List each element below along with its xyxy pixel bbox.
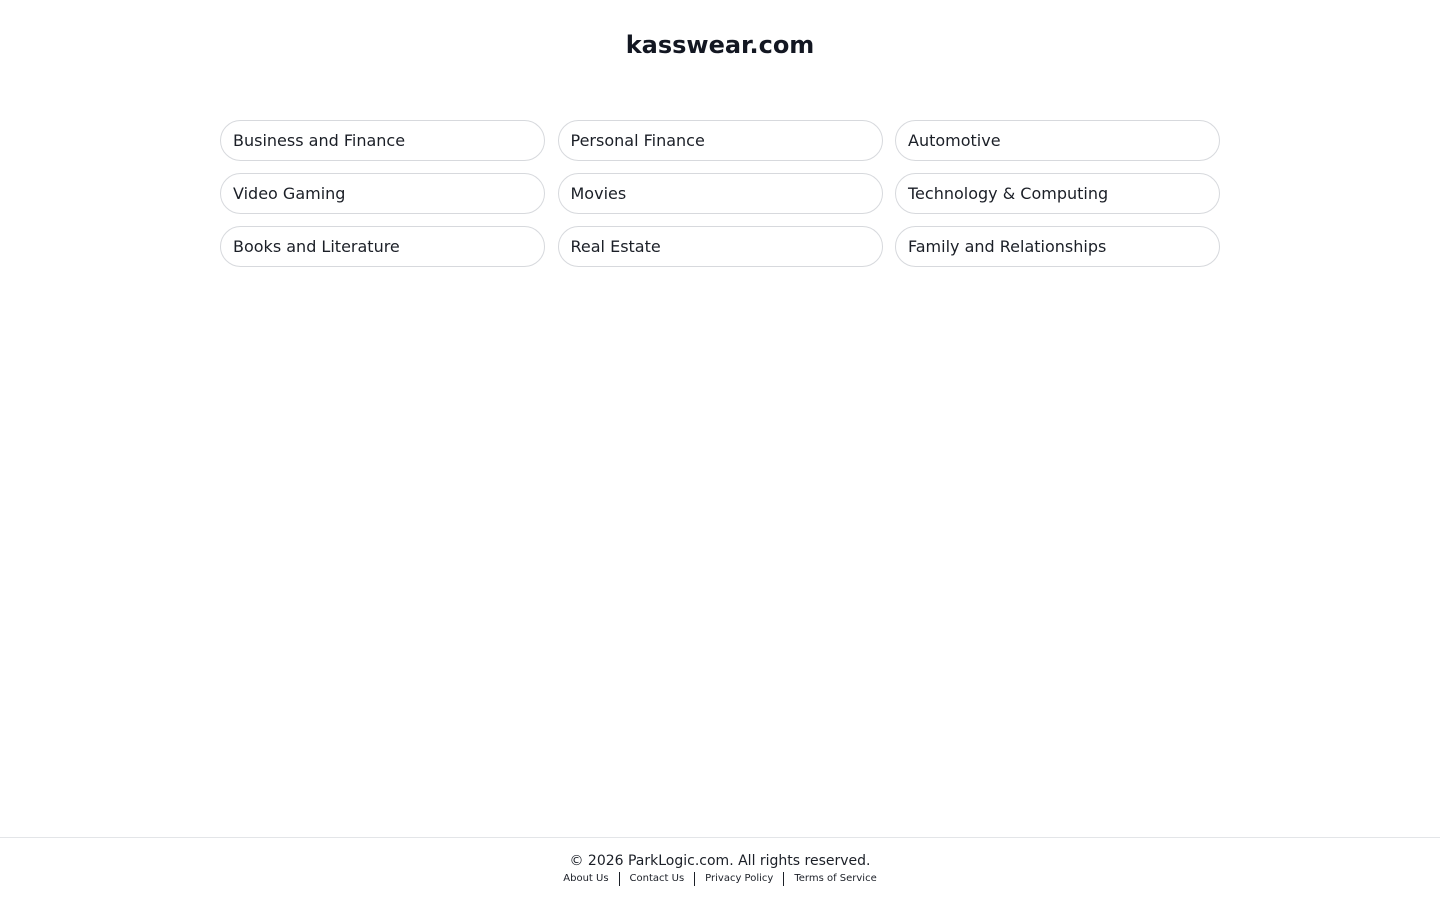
category-link-real-estate[interactable]: Real Estate xyxy=(558,226,883,267)
category-link-grid xyxy=(220,120,1220,267)
footer-link-contact-us[interactable]: Contact Us xyxy=(629,873,685,884)
category-link-personal-finance[interactable]: Personal Finance xyxy=(558,120,883,161)
category-link-movies[interactable]: Movies xyxy=(558,173,883,214)
footer-link-about-us[interactable]: About Us xyxy=(563,873,609,884)
footer xyxy=(0,837,1440,900)
footer-link-terms-of-service[interactable]: Terms of Service xyxy=(794,873,877,884)
category-link-automotive[interactable]: Automotive xyxy=(895,120,1220,161)
footer-links xyxy=(0,872,1440,886)
category-link-business-and-finance[interactable]: Business and Finance xyxy=(220,120,545,161)
footer-link-privacy-policy[interactable]: Privacy Policy xyxy=(705,873,774,884)
category-link-video-gaming[interactable]: Video Gaming xyxy=(220,173,545,214)
category-link-technology-computing[interactable]: Technology & Computing xyxy=(895,173,1220,214)
category-link-family-and-relationships[interactable]: Family and Relationships xyxy=(895,226,1220,267)
copyright-text: © 2026 ParkLogic.com. All rights reserved. xyxy=(569,853,871,869)
site-title: kasswear.com xyxy=(625,31,815,59)
category-link-books-and-literature[interactable]: Books and Literature xyxy=(220,226,545,267)
